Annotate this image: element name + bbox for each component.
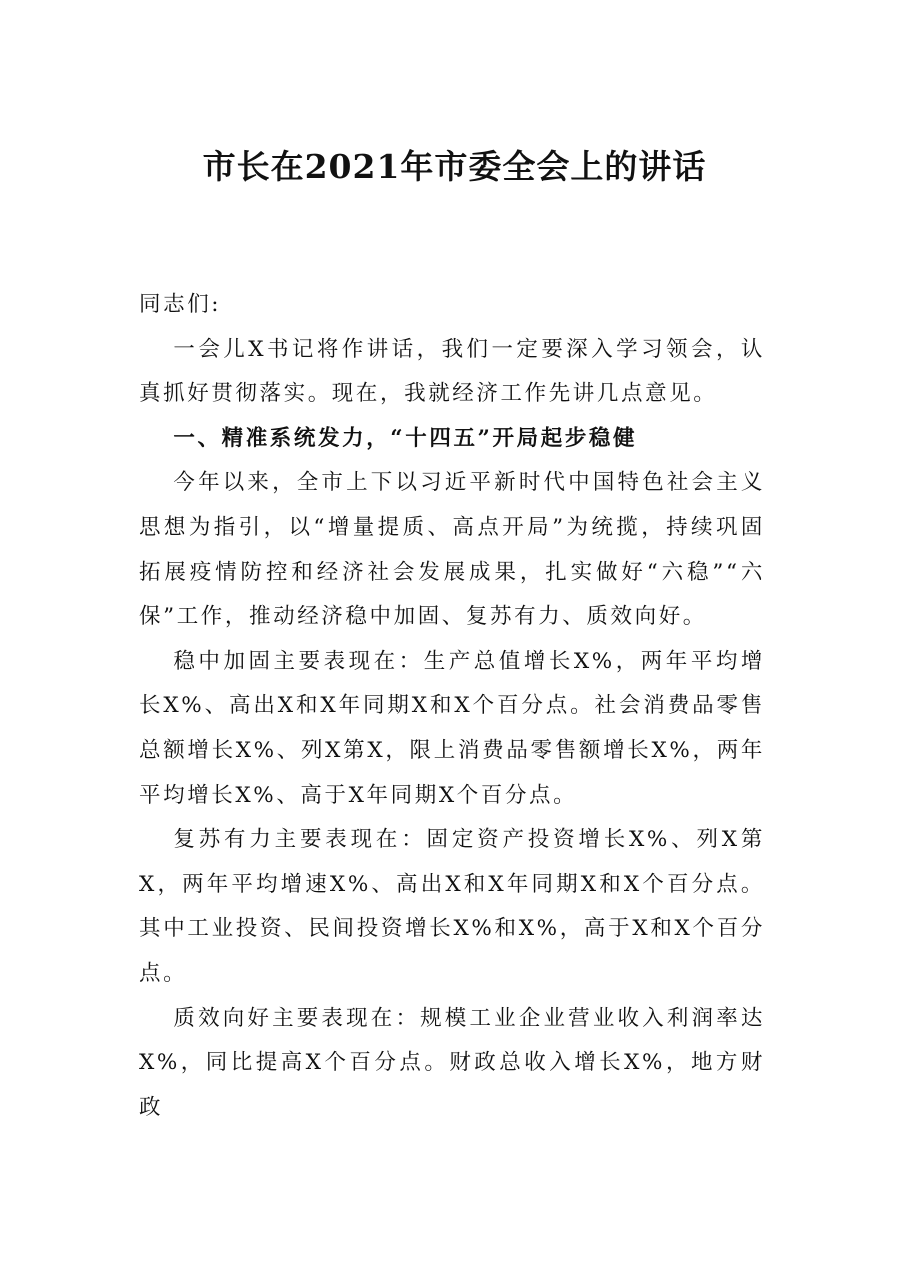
paragraph-quality: 质效向好主要表现在：规模工业企业营业收入利润率达X%，同比提高X个百分点。财政总收入增长X%，地方财政 <box>139 1005 765 1120</box>
document-body <box>139 283 765 1130</box>
section-heading: 一、精准系统发力，“十四五”开局起步稳健 <box>173 425 638 451</box>
paragraph-opening: 一会儿X书记将作讲话，我们一定要深入学习领会，认真抓好贯彻落实。现在，我就经济工作先讲几点意见。 <box>139 336 765 407</box>
paragraph-recovery: 复苏有力主要表现在：固定资产投资增长X%、列X第X，两年平均增速X%、高出X和X年同期X和X个百分点。其中工业投资、民间投资增长X%和X%，高于X和X个百分点。 <box>139 827 765 986</box>
salutation: 同志们: <box>139 292 222 317</box>
paragraph-overview: 今年以来，全市上下以习近平新时代中国特色社会主义思想为指引，以“增量提质、高点开局”为统揽，持续巩固拓展疫情防控和经济社会发展成果，扎实做好“六稳”“六保”工作，推动经济稳中加固、复苏有力、质效向好。 <box>139 470 765 630</box>
paragraph-stability: 稳中加固主要表现在：生产总值增长X%，两年平均增长X%、高出X和X年同期X和X个百分点。社会消费品零售总额增长X%、列X第X，限上消费品零售额增长X%，两年平均增长X%、高于X年同期X个百分点。 <box>139 648 765 808</box>
document-title: 市长在2021年市委全会上的讲话 <box>202 147 707 186</box>
